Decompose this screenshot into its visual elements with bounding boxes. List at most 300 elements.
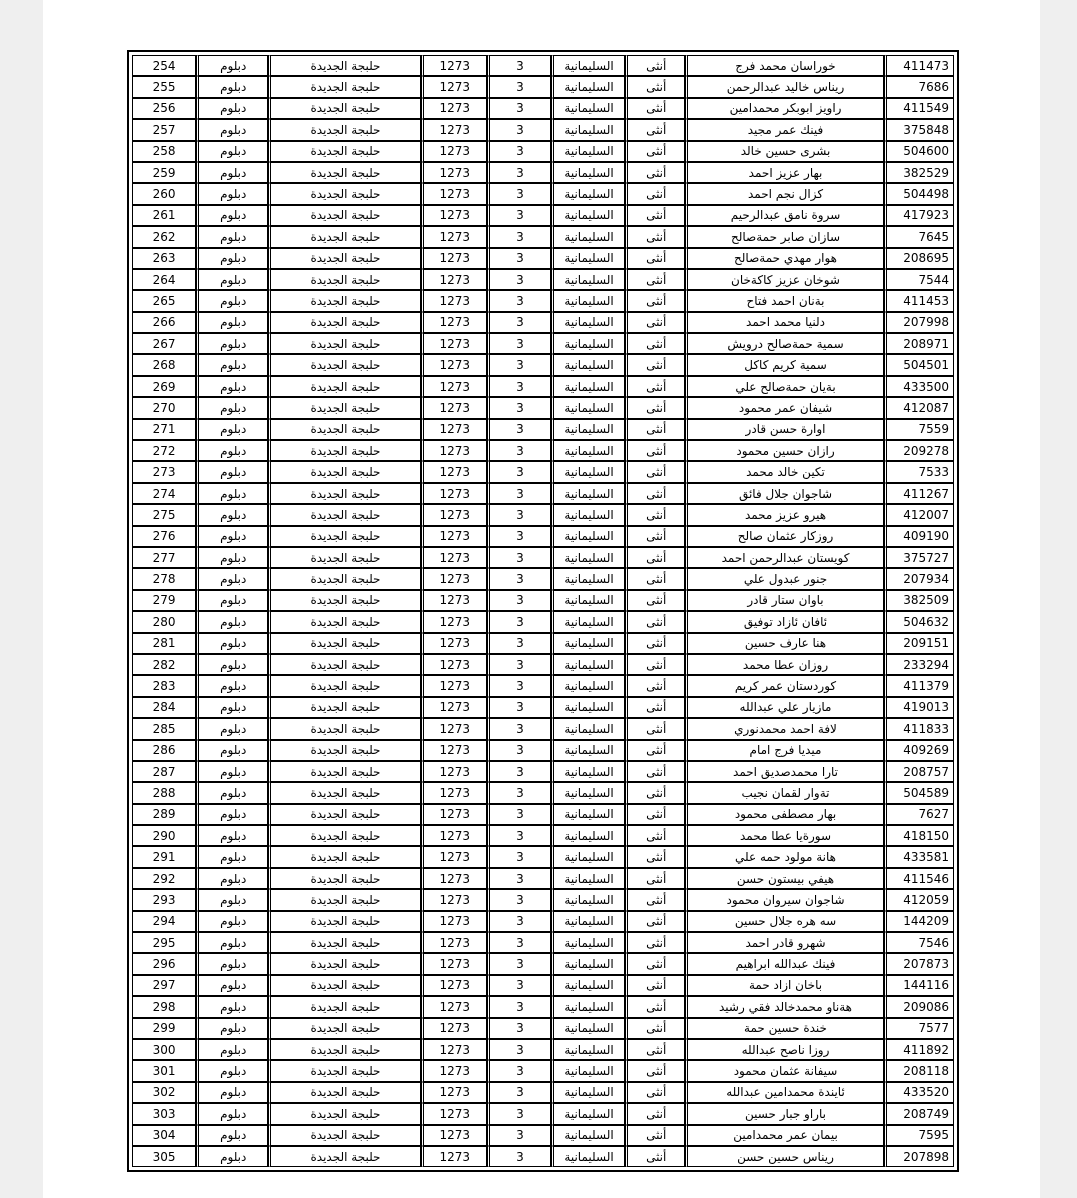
sequence-number-cell: 264: [132, 269, 196, 290]
school-cell: حلبجة الجديدة: [268, 932, 420, 953]
governorate-cell: السليمانية: [551, 1146, 625, 1167]
number-cell: 3: [487, 354, 551, 375]
certificate-cell: دبلوم: [196, 932, 268, 953]
table-row: [132, 804, 954, 825]
governorate-cell: السليمانية: [551, 312, 625, 333]
name-cell: ميديا فرج امام: [685, 740, 883, 761]
governorate-cell: السليمانية: [551, 633, 625, 654]
gender-cell: أنثى: [625, 804, 685, 825]
school-cell: حلبجة الجديدة: [268, 1103, 420, 1124]
school-cell: حلبجة الجديدة: [268, 568, 420, 589]
certificate-cell: دبلوم: [196, 1103, 268, 1124]
table-row: [132, 183, 954, 204]
certificate-cell: دبلوم: [196, 183, 268, 204]
sequence-number-cell: 286: [132, 740, 196, 761]
school-cell: حلبجة الجديدة: [268, 697, 420, 718]
school-cell: حلبجة الجديدة: [268, 162, 420, 183]
name-cell: تةوار لقمان نجيب: [685, 782, 883, 803]
gender-cell: أنثى: [625, 1060, 685, 1081]
id-cell: 411892: [884, 1039, 954, 1060]
code-cell: 1273: [421, 205, 487, 226]
sequence-number-cell: 296: [132, 953, 196, 974]
governorate-cell: السليمانية: [551, 248, 625, 269]
certificate-cell: دبلوم: [196, 76, 268, 97]
sequence-number-cell: 273: [132, 461, 196, 482]
gender-cell: أنثى: [625, 312, 685, 333]
school-cell: حلبجة الجديدة: [268, 419, 420, 440]
name-cell: جنور عبدول علي: [685, 568, 883, 589]
table-row: [132, 1125, 954, 1146]
gender-cell: أنثى: [625, 98, 685, 119]
sequence-number-cell: 304: [132, 1125, 196, 1146]
governorate-cell: السليمانية: [551, 119, 625, 140]
certificate-cell: دبلوم: [196, 633, 268, 654]
id-cell: 504632: [884, 611, 954, 632]
id-cell: 207934: [884, 568, 954, 589]
sequence-number-cell: 305: [132, 1146, 196, 1167]
certificate-cell: دبلوم: [196, 911, 268, 932]
code-cell: 1273: [421, 611, 487, 632]
sequence-number-cell: 282: [132, 654, 196, 675]
certificate-cell: دبلوم: [196, 1125, 268, 1146]
governorate-cell: السليمانية: [551, 568, 625, 589]
gender-cell: أنثى: [625, 953, 685, 974]
number-cell: 3: [487, 526, 551, 547]
table-row: [132, 761, 954, 782]
table-row: [132, 333, 954, 354]
sequence-number-cell: 268: [132, 354, 196, 375]
gender-cell: أنثى: [625, 354, 685, 375]
code-cell: 1273: [421, 761, 487, 782]
name-cell: روزا ناصح عبدالله: [685, 1039, 883, 1060]
school-cell: حلبجة الجديدة: [268, 119, 420, 140]
id-cell: 411833: [884, 718, 954, 739]
governorate-cell: السليمانية: [551, 76, 625, 97]
school-cell: حلبجة الجديدة: [268, 226, 420, 247]
governorate-cell: السليمانية: [551, 740, 625, 761]
certificate-cell: دبلوم: [196, 868, 268, 889]
school-cell: حلبجة الجديدة: [268, 761, 420, 782]
table-row: [132, 461, 954, 482]
number-cell: 3: [487, 825, 551, 846]
number-cell: 3: [487, 868, 551, 889]
id-cell: 144116: [884, 975, 954, 996]
name-cell: شاجوان سيروان محمود: [685, 889, 883, 910]
code-cell: 1273: [421, 740, 487, 761]
number-cell: 3: [487, 697, 551, 718]
table-row: [132, 55, 954, 76]
number-cell: 3: [487, 55, 551, 76]
id-cell: 7533: [884, 461, 954, 482]
number-cell: 3: [487, 1125, 551, 1146]
number-cell: 3: [487, 611, 551, 632]
governorate-cell: السليمانية: [551, 376, 625, 397]
id-cell: 7595: [884, 1125, 954, 1146]
number-cell: 3: [487, 675, 551, 696]
number-cell: 3: [487, 183, 551, 204]
governorate-cell: السليمانية: [551, 782, 625, 803]
gender-cell: أنثى: [625, 868, 685, 889]
certificate-cell: دبلوم: [196, 141, 268, 162]
table-row: [132, 1146, 954, 1167]
id-cell: 207873: [884, 953, 954, 974]
gender-cell: أنثى: [625, 996, 685, 1017]
gender-cell: أنثى: [625, 333, 685, 354]
code-cell: 1273: [421, 633, 487, 654]
gender-cell: أنثى: [625, 376, 685, 397]
number-cell: 3: [487, 804, 551, 825]
roster-table-body: [132, 55, 954, 1167]
code-cell: 1273: [421, 376, 487, 397]
id-cell: 209151: [884, 633, 954, 654]
id-cell: 207898: [884, 1146, 954, 1167]
id-cell: 411379: [884, 675, 954, 696]
sequence-number-cell: 298: [132, 996, 196, 1017]
name-cell: باوان ستار قادر: [685, 590, 883, 611]
sequence-number-cell: 288: [132, 782, 196, 803]
table-row: [132, 226, 954, 247]
number-cell: 3: [487, 889, 551, 910]
governorate-cell: السليمانية: [551, 911, 625, 932]
school-cell: حلبجة الجديدة: [268, 889, 420, 910]
table-row: [132, 611, 954, 632]
id-cell: 433520: [884, 1082, 954, 1103]
school-cell: حلبجة الجديدة: [268, 611, 420, 632]
code-cell: 1273: [421, 996, 487, 1017]
code-cell: 1273: [421, 183, 487, 204]
school-cell: حلبجة الجديدة: [268, 911, 420, 932]
id-cell: 417923: [884, 205, 954, 226]
name-cell: روزكار عثمان صالح: [685, 526, 883, 547]
gender-cell: أنثى: [625, 1103, 685, 1124]
name-cell: خوراسان محمد فرج: [685, 55, 883, 76]
governorate-cell: السليمانية: [551, 397, 625, 418]
gender-cell: أنثى: [625, 76, 685, 97]
table-row: [132, 162, 954, 183]
name-cell: كويستان عبدالرحمن احمد: [685, 547, 883, 568]
id-cell: 412087: [884, 397, 954, 418]
certificate-cell: دبلوم: [196, 1082, 268, 1103]
gender-cell: أنثى: [625, 226, 685, 247]
sequence-number-cell: 283: [132, 675, 196, 696]
gender-cell: أنثى: [625, 1146, 685, 1167]
id-cell: 7546: [884, 932, 954, 953]
name-cell: بيمان عمر محمدامين: [685, 1125, 883, 1146]
school-cell: حلبجة الجديدة: [268, 1060, 420, 1081]
sequence-number-cell: 262: [132, 226, 196, 247]
school-cell: حلبجة الجديدة: [268, 183, 420, 204]
governorate-cell: السليمانية: [551, 526, 625, 547]
number-cell: 3: [487, 76, 551, 97]
name-cell: بةيان حمةصالح علي: [685, 376, 883, 397]
school-cell: حلبجة الجديدة: [268, 290, 420, 311]
governorate-cell: السليمانية: [551, 975, 625, 996]
gender-cell: أنثى: [625, 397, 685, 418]
governorate-cell: السليمانية: [551, 1125, 625, 1146]
name-cell: شوخان عزيز كاكةخان: [685, 269, 883, 290]
governorate-cell: السليمانية: [551, 1018, 625, 1039]
name-cell: هنا عارف حسين: [685, 633, 883, 654]
code-cell: 1273: [421, 675, 487, 696]
id-cell: 207998: [884, 312, 954, 333]
number-cell: 3: [487, 846, 551, 867]
governorate-cell: السليمانية: [551, 419, 625, 440]
sequence-number-cell: 299: [132, 1018, 196, 1039]
code-cell: 1273: [421, 804, 487, 825]
gender-cell: أنثى: [625, 975, 685, 996]
sequence-number-cell: 290: [132, 825, 196, 846]
sequence-number-cell: 289: [132, 804, 196, 825]
number-cell: 3: [487, 119, 551, 140]
sequence-number-cell: 285: [132, 718, 196, 739]
name-cell: ئافان ئازاد توفيق: [685, 611, 883, 632]
sequence-number-cell: 276: [132, 526, 196, 547]
school-cell: حلبجة الجديدة: [268, 782, 420, 803]
code-cell: 1273: [421, 461, 487, 482]
code-cell: 1273: [421, 504, 487, 525]
number-cell: 3: [487, 547, 551, 568]
certificate-cell: دبلوم: [196, 205, 268, 226]
certificate-cell: دبلوم: [196, 248, 268, 269]
code-cell: 1273: [421, 718, 487, 739]
table-row: [132, 1103, 954, 1124]
sequence-number-cell: 277: [132, 547, 196, 568]
id-cell: 7645: [884, 226, 954, 247]
gender-cell: أنثى: [625, 504, 685, 525]
certificate-cell: دبلوم: [196, 312, 268, 333]
table-row: [132, 633, 954, 654]
sequence-number-cell: 279: [132, 590, 196, 611]
governorate-cell: السليمانية: [551, 868, 625, 889]
table-row: [132, 1018, 954, 1039]
number-cell: 3: [487, 248, 551, 269]
id-cell: 418150: [884, 825, 954, 846]
sequence-number-cell: 274: [132, 483, 196, 504]
id-cell: 208757: [884, 761, 954, 782]
table-row: [132, 248, 954, 269]
school-cell: حلبجة الجديدة: [268, 440, 420, 461]
id-cell: 7686: [884, 76, 954, 97]
school-cell: حلبجة الجديدة: [268, 1082, 420, 1103]
table-row: [132, 825, 954, 846]
table-row: [132, 911, 954, 932]
name-cell: سمية كريم كاكل: [685, 354, 883, 375]
name-cell: روزان عطا محمد: [685, 654, 883, 675]
sequence-number-cell: 287: [132, 761, 196, 782]
school-cell: حلبجة الجديدة: [268, 846, 420, 867]
table-row: [132, 354, 954, 375]
governorate-cell: السليمانية: [551, 333, 625, 354]
table-row: [132, 590, 954, 611]
number-cell: 3: [487, 654, 551, 675]
governorate-cell: السليمانية: [551, 611, 625, 632]
name-cell: رازان حسين محمود: [685, 440, 883, 461]
sequence-number-cell: 300: [132, 1039, 196, 1060]
school-cell: حلبجة الجديدة: [268, 376, 420, 397]
table-row: [132, 1039, 954, 1060]
sequence-number-cell: 302: [132, 1082, 196, 1103]
governorate-cell: السليمانية: [551, 483, 625, 504]
name-cell: شيفان عمر محمود: [685, 397, 883, 418]
number-cell: 3: [487, 226, 551, 247]
governorate-cell: السليمانية: [551, 932, 625, 953]
table-row: [132, 397, 954, 418]
number-cell: 3: [487, 162, 551, 183]
school-cell: حلبجة الجديدة: [268, 1039, 420, 1060]
governorate-cell: السليمانية: [551, 504, 625, 525]
id-cell: 419013: [884, 697, 954, 718]
sequence-number-cell: 297: [132, 975, 196, 996]
number-cell: 3: [487, 1103, 551, 1124]
governorate-cell: السليمانية: [551, 1103, 625, 1124]
number-cell: 3: [487, 996, 551, 1017]
gender-cell: أنثى: [625, 718, 685, 739]
certificate-cell: دبلوم: [196, 55, 268, 76]
sequence-number-cell: 281: [132, 633, 196, 654]
table-row: [132, 547, 954, 568]
code-cell: 1273: [421, 568, 487, 589]
sequence-number-cell: 272: [132, 440, 196, 461]
id-cell: 409269: [884, 740, 954, 761]
number-cell: 3: [487, 141, 551, 162]
id-cell: 208118: [884, 1060, 954, 1081]
id-cell: 382529: [884, 162, 954, 183]
table-row: [132, 504, 954, 525]
gender-cell: أنثى: [625, 1125, 685, 1146]
school-cell: حلبجة الجديدة: [268, 504, 420, 525]
table-row: [132, 483, 954, 504]
school-cell: حلبجة الجديدة: [268, 825, 420, 846]
gender-cell: أنثى: [625, 633, 685, 654]
school-cell: حلبجة الجديدة: [268, 718, 420, 739]
governorate-cell: السليمانية: [551, 953, 625, 974]
gender-cell: أنثى: [625, 269, 685, 290]
sequence-number-cell: 258: [132, 141, 196, 162]
name-cell: هةناو محمدخالد فقي رشيد: [685, 996, 883, 1017]
school-cell: حلبجة الجديدة: [268, 654, 420, 675]
code-cell: 1273: [421, 483, 487, 504]
certificate-cell: دبلوم: [196, 1060, 268, 1081]
governorate-cell: السليمانية: [551, 226, 625, 247]
school-cell: حلبجة الجديدة: [268, 953, 420, 974]
name-cell: شاجوان جلال فائق: [685, 483, 883, 504]
school-cell: حلبجة الجديدة: [268, 312, 420, 333]
school-cell: حلبجة الجديدة: [268, 740, 420, 761]
name-cell: هيفي بيستون حسن: [685, 868, 883, 889]
table-row: [132, 1060, 954, 1081]
school-cell: حلبجة الجديدة: [268, 248, 420, 269]
certificate-cell: دبلوم: [196, 419, 268, 440]
name-cell: بهار مصطفى محمود: [685, 804, 883, 825]
governorate-cell: السليمانية: [551, 825, 625, 846]
school-cell: حلبجة الجديدة: [268, 526, 420, 547]
table-row: [132, 269, 954, 290]
id-cell: 209086: [884, 996, 954, 1017]
sequence-number-cell: 295: [132, 932, 196, 953]
sequence-number-cell: 263: [132, 248, 196, 269]
name-cell: بهار عزيز احمد: [685, 162, 883, 183]
table-row: [132, 205, 954, 226]
table-row: [132, 654, 954, 675]
number-cell: 3: [487, 1039, 551, 1060]
name-cell: كوردستان عمر كريم: [685, 675, 883, 696]
id-cell: 208695: [884, 248, 954, 269]
certificate-cell: دبلوم: [196, 953, 268, 974]
sequence-number-cell: 261: [132, 205, 196, 226]
code-cell: 1273: [421, 269, 487, 290]
code-cell: 1273: [421, 290, 487, 311]
code-cell: 1273: [421, 76, 487, 97]
certificate-cell: دبلوم: [196, 846, 268, 867]
governorate-cell: السليمانية: [551, 269, 625, 290]
id-cell: 375848: [884, 119, 954, 140]
governorate-cell: السليمانية: [551, 1082, 625, 1103]
code-cell: 1273: [421, 1039, 487, 1060]
gender-cell: أنثى: [625, 911, 685, 932]
governorate-cell: السليمانية: [551, 804, 625, 825]
number-cell: 3: [487, 590, 551, 611]
code-cell: 1273: [421, 226, 487, 247]
code-cell: 1273: [421, 354, 487, 375]
sequence-number-cell: 269: [132, 376, 196, 397]
sequence-number-cell: 259: [132, 162, 196, 183]
gender-cell: أنثى: [625, 697, 685, 718]
certificate-cell: دبلوم: [196, 611, 268, 632]
name-cell: سروة نامق عبدالرحيم: [685, 205, 883, 226]
sequence-number-cell: 257: [132, 119, 196, 140]
name-cell: بشرى حسين خالد: [685, 141, 883, 162]
table-row: [132, 996, 954, 1017]
certificate-cell: دبلوم: [196, 483, 268, 504]
certificate-cell: دبلوم: [196, 119, 268, 140]
school-cell: حلبجة الجديدة: [268, 868, 420, 889]
school-cell: حلبجة الجديدة: [268, 269, 420, 290]
gender-cell: أنثى: [625, 461, 685, 482]
document-page: [43, 0, 1040, 1198]
table-row: [132, 290, 954, 311]
gender-cell: أنثى: [625, 526, 685, 547]
name-cell: سمية حمةصالح درويش: [685, 333, 883, 354]
governorate-cell: السليمانية: [551, 440, 625, 461]
certificate-cell: دبلوم: [196, 996, 268, 1017]
governorate-cell: السليمانية: [551, 354, 625, 375]
certificate-cell: دبلوم: [196, 761, 268, 782]
gender-cell: أنثى: [625, 740, 685, 761]
certificate-cell: دبلوم: [196, 333, 268, 354]
sequence-number-cell: 294: [132, 911, 196, 932]
gender-cell: أنثى: [625, 141, 685, 162]
gender-cell: أنثى: [625, 590, 685, 611]
governorate-cell: السليمانية: [551, 205, 625, 226]
gender-cell: أنثى: [625, 55, 685, 76]
number-cell: 3: [487, 440, 551, 461]
id-cell: 382509: [884, 590, 954, 611]
governorate-cell: السليمانية: [551, 718, 625, 739]
governorate-cell: السليمانية: [551, 1060, 625, 1081]
name-cell: اوارة حسن قادر: [685, 419, 883, 440]
gender-cell: أنثى: [625, 483, 685, 504]
number-cell: 3: [487, 932, 551, 953]
number-cell: 3: [487, 98, 551, 119]
number-cell: 3: [487, 504, 551, 525]
gender-cell: أنثى: [625, 932, 685, 953]
code-cell: 1273: [421, 333, 487, 354]
governorate-cell: السليمانية: [551, 889, 625, 910]
governorate-cell: السليمانية: [551, 761, 625, 782]
code-cell: 1273: [421, 697, 487, 718]
table-row: [132, 846, 954, 867]
name-cell: ئايندة محمدامين عبدالله: [685, 1082, 883, 1103]
